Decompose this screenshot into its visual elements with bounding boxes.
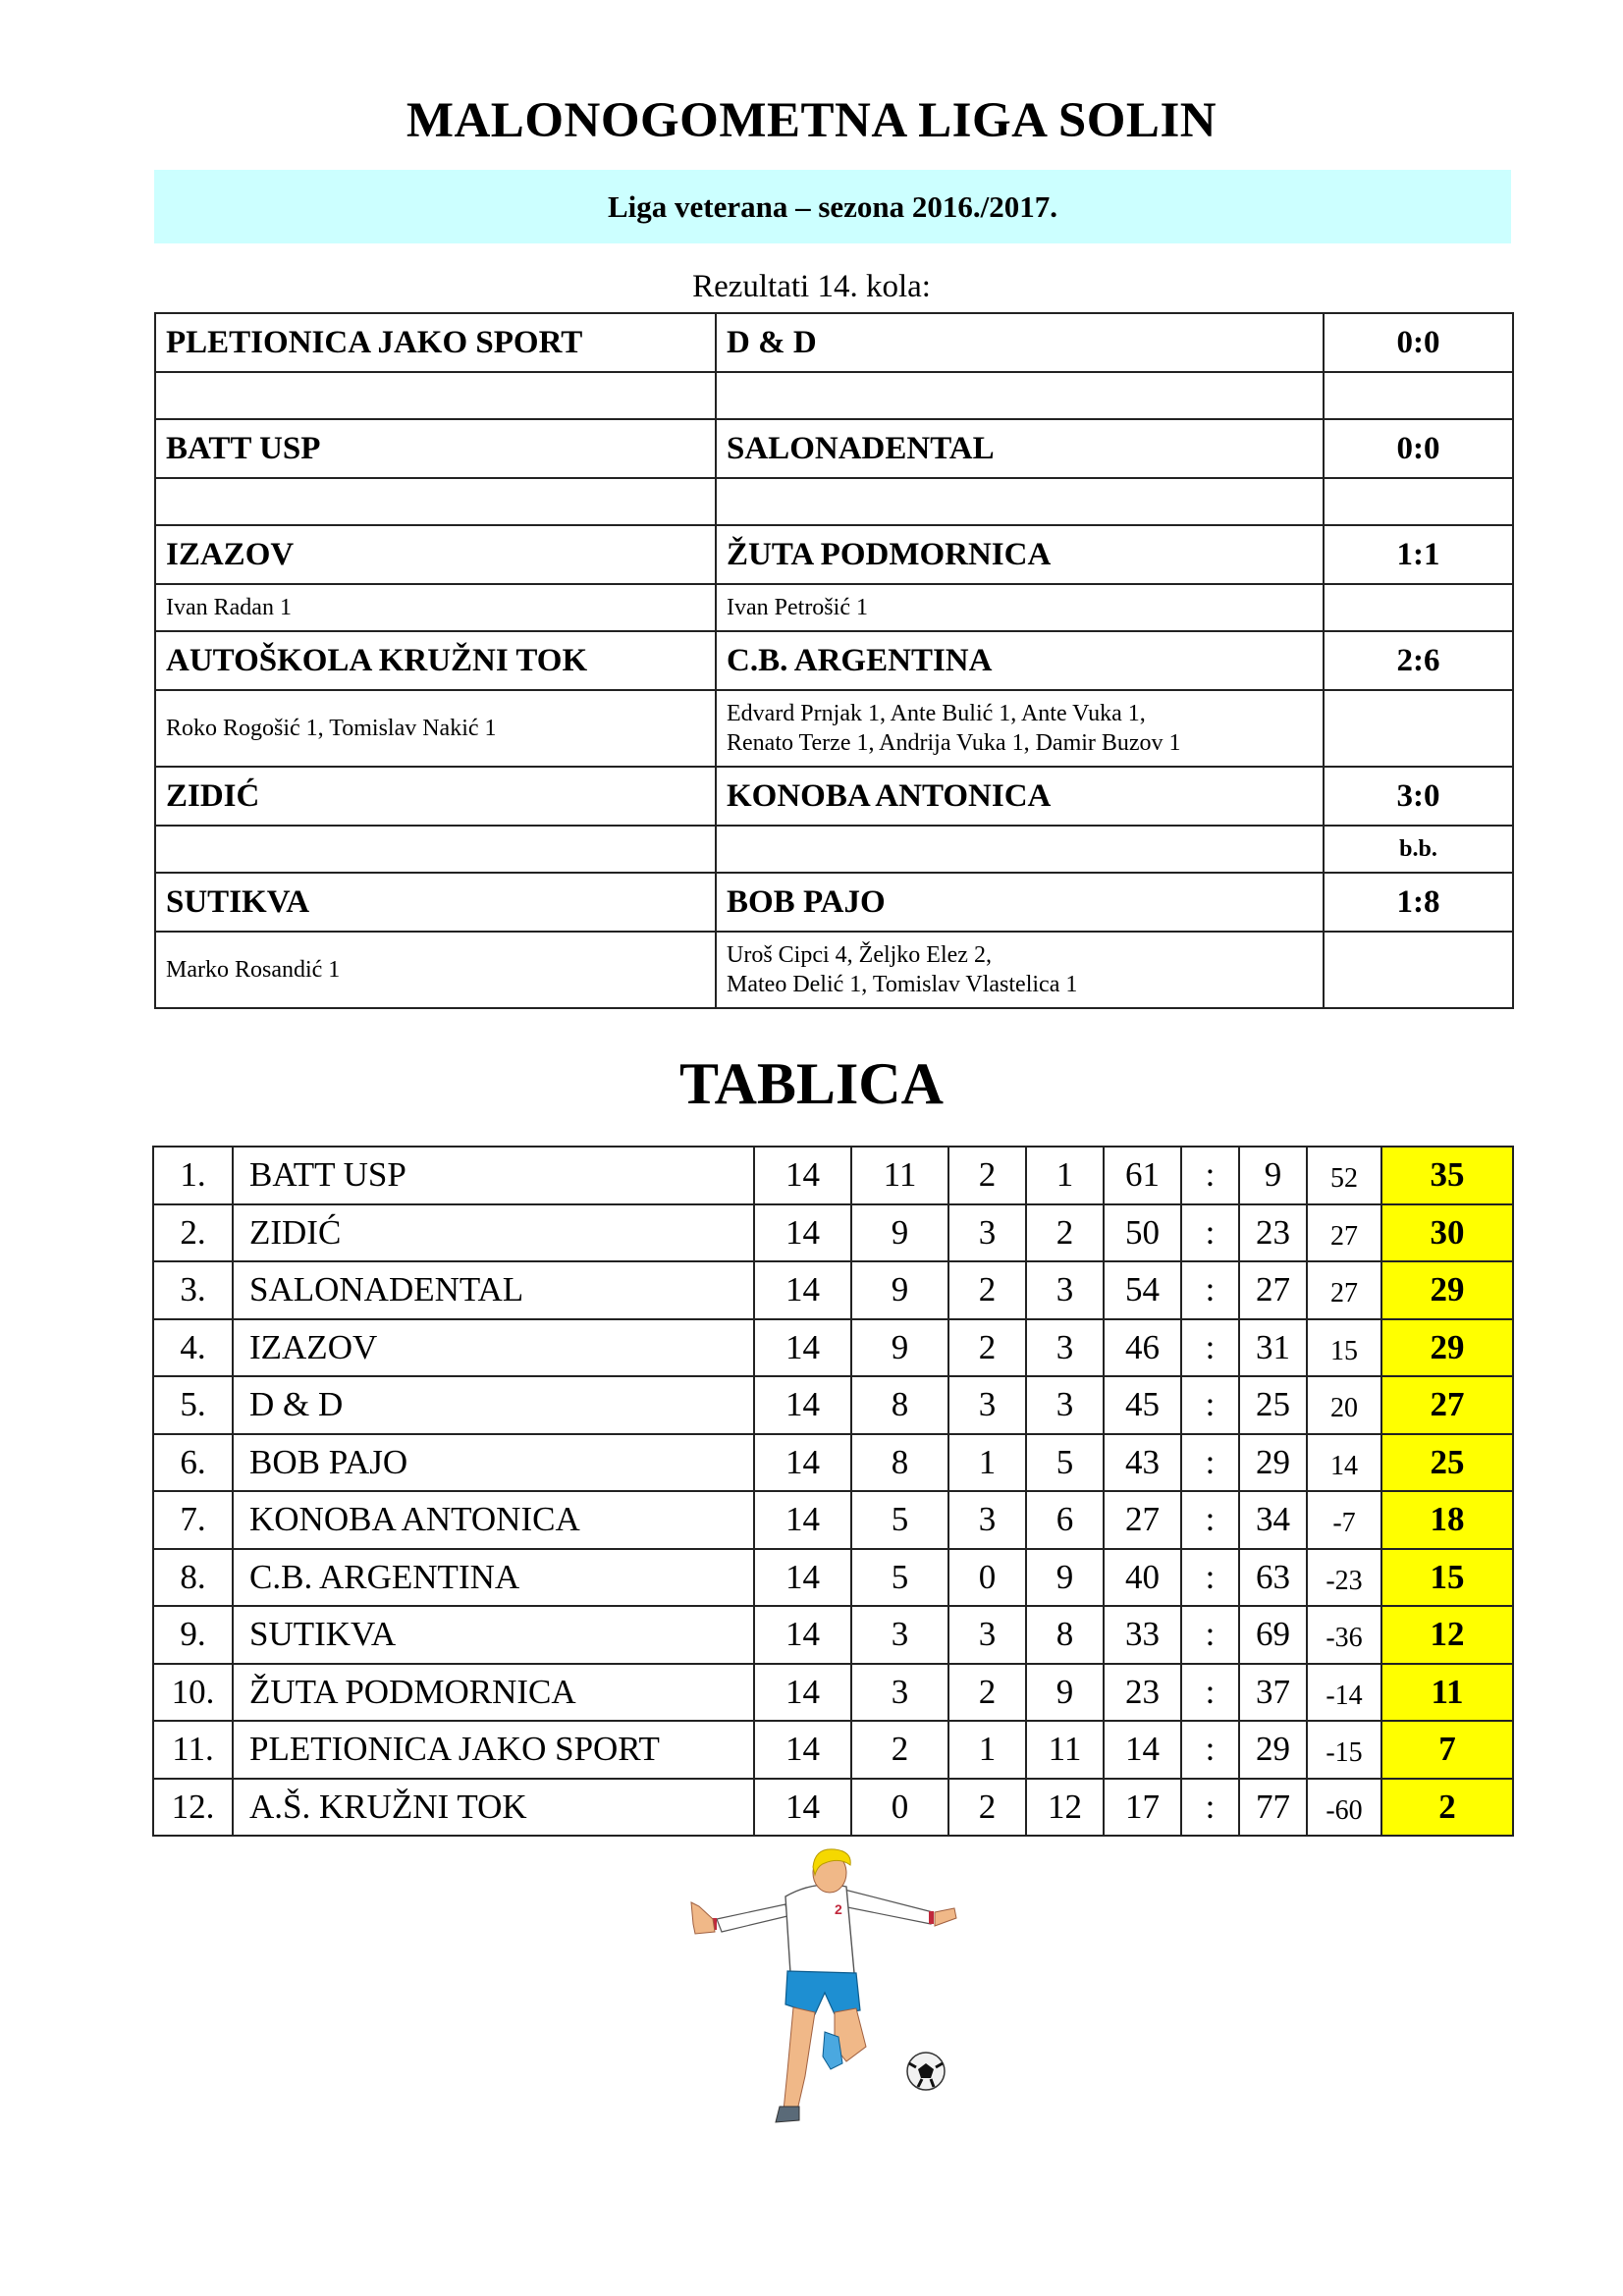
drawn-cell: 0 [948,1549,1026,1607]
lost-cell: 6 [1026,1491,1104,1549]
away-scorers [716,478,1324,525]
drawn-cell: 3 [948,1491,1026,1549]
standings-row [153,1664,1513,1722]
scorers-row [155,826,1513,873]
goal-difference-cell: -14 [1307,1664,1381,1722]
points-cell: 25 [1381,1434,1513,1492]
lost-cell: 1 [1026,1147,1104,1204]
goals-separator: : [1181,1606,1239,1664]
won-cell: 9 [851,1204,948,1262]
standings-row [153,1721,1513,1779]
standings-table [152,1146,1514,1837]
goals-separator: : [1181,1491,1239,1549]
match-score: 2:6 [1324,631,1513,690]
standings-row [153,1376,1513,1434]
page-title: MALONOGOMETNA LIGA SOLIN [406,93,1217,148]
drawn-cell: 2 [948,1319,1026,1377]
goals-for-cell: 46 [1104,1319,1181,1377]
points-cell: 35 [1381,1147,1513,1204]
goals-for-cell: 23 [1104,1664,1181,1722]
match-row [155,419,1513,478]
goals-against-cell: 37 [1239,1664,1307,1722]
position-cell: 4. [153,1319,233,1377]
match-note [1324,478,1513,525]
match-score: 0:0 [1324,313,1513,372]
home-scorers [155,478,716,525]
played-cell: 14 [754,1779,851,1837]
played-cell: 14 [754,1204,851,1262]
away-team: BOB PAJO [716,873,1324,932]
goals-for-cell: 43 [1104,1434,1181,1492]
position-cell: 12. [153,1779,233,1837]
won-cell: 9 [851,1319,948,1377]
match-note [1324,372,1513,419]
goal-difference-cell: 20 [1307,1376,1381,1434]
goals-against-cell: 69 [1239,1606,1307,1664]
standings-row [153,1261,1513,1319]
played-cell: 14 [754,1664,851,1722]
points-cell: 15 [1381,1549,1513,1607]
away-scorers [716,372,1324,419]
match-note [1324,932,1513,1008]
goals-separator: : [1181,1779,1239,1837]
goals-against-cell: 77 [1239,1779,1307,1837]
away-scorers-line: Renato Terze 1, Andrija Vuka 1, Damir Buzov 1 [727,730,1181,756]
lost-cell: 9 [1026,1549,1104,1607]
team-name-cell: KONOBA ANTONICA [233,1491,754,1549]
footballer-kicking-ball-icon [691,1849,956,2122]
lost-cell: 9 [1026,1664,1104,1722]
home-team: ZIDIĆ [155,767,716,826]
away-scorers [716,584,1324,631]
points-cell: 18 [1381,1491,1513,1549]
goals-separator: : [1181,1204,1239,1262]
season-banner [154,170,1511,243]
season-subtitle: Liga veterana – sezona 2016./2017. [607,188,1058,224]
match-note [1324,690,1513,767]
goals-against-cell: 63 [1239,1549,1307,1607]
goals-against-cell: 25 [1239,1376,1307,1434]
standings-row [153,1606,1513,1664]
goals-separator: : [1181,1664,1239,1722]
played-cell: 14 [754,1319,851,1377]
goals-for-cell: 17 [1104,1779,1181,1837]
position-cell: 5. [153,1376,233,1434]
points-cell: 27 [1381,1376,1513,1434]
goal-difference-cell: 52 [1307,1147,1381,1204]
home-team: SUTIKVA [155,873,716,932]
drawn-cell: 1 [948,1721,1026,1779]
standings-row [153,1491,1513,1549]
goals-against-cell: 29 [1239,1434,1307,1492]
team-name-cell: ZIDIĆ [233,1204,754,1262]
played-cell: 14 [754,1549,851,1607]
away-scorers [716,932,1324,1008]
goals-for-cell: 40 [1104,1549,1181,1607]
drawn-cell: 2 [948,1779,1026,1837]
away-scorers-line: Mateo Delić 1, Tomislav Vlastelica 1 [727,972,1078,997]
scorers-row [155,372,1513,419]
points-cell: 30 [1381,1204,1513,1262]
drawn-cell: 1 [948,1434,1026,1492]
goal-difference-cell: 27 [1307,1204,1381,1262]
won-cell: 9 [851,1261,948,1319]
scorers-row [155,478,1513,525]
position-cell: 3. [153,1261,233,1319]
position-cell: 1. [153,1147,233,1204]
lost-cell: 3 [1026,1261,1104,1319]
goals-for-cell: 50 [1104,1204,1181,1262]
goal-difference-cell: -36 [1307,1606,1381,1664]
won-cell: 3 [851,1664,948,1722]
goals-against-cell: 23 [1239,1204,1307,1262]
lost-cell: 11 [1026,1721,1104,1779]
played-cell: 14 [754,1376,851,1434]
points-cell: 29 [1381,1319,1513,1377]
goals-against-cell: 27 [1239,1261,1307,1319]
match-score: 3:0 [1324,767,1513,826]
goals-separator: : [1181,1147,1239,1204]
goals-separator: : [1181,1721,1239,1779]
match-score: 1:1 [1324,525,1513,584]
home-scorers: Marko Rosandić 1 [155,932,716,1008]
goal-difference-cell: 15 [1307,1319,1381,1377]
position-cell: 9. [153,1606,233,1664]
team-name-cell: PLETIONICA JAKO SPORT [233,1721,754,1779]
team-name-cell: BOB PAJO [233,1434,754,1492]
lost-cell: 8 [1026,1606,1104,1664]
standings-row [153,1319,1513,1377]
goal-difference-cell: -60 [1307,1779,1381,1837]
home-scorers [155,826,716,873]
drawn-cell: 2 [948,1664,1026,1722]
team-name-cell: SUTIKVA [233,1606,754,1664]
points-cell: 29 [1381,1261,1513,1319]
position-cell: 10. [153,1664,233,1722]
away-scorers [716,826,1324,873]
match-row [155,631,1513,690]
points-cell: 11 [1381,1664,1513,1722]
match-score: 0:0 [1324,419,1513,478]
goals-for-cell: 54 [1104,1261,1181,1319]
home-scorers [155,372,716,419]
team-name-cell: D & D [233,1376,754,1434]
match-score: 1:8 [1324,873,1513,932]
goals-for-cell: 61 [1104,1147,1181,1204]
home-scorers: Roko Rogošić 1, Tomislav Nakić 1 [155,690,716,767]
played-cell: 14 [754,1261,851,1319]
lost-cell: 3 [1026,1376,1104,1434]
away-team: ŽUTA PODMORNICA [716,525,1324,584]
goals-for-cell: 27 [1104,1491,1181,1549]
away-scorers-line: Uroš Cipci 4, Željko Elez 2, [727,942,992,968]
match-note: b.b. [1324,826,1513,873]
won-cell: 11 [851,1147,948,1204]
goals-separator: : [1181,1261,1239,1319]
lost-cell: 2 [1026,1204,1104,1262]
goals-separator: : [1181,1434,1239,1492]
drawn-cell: 2 [948,1147,1026,1204]
scorers-row [155,584,1513,631]
away-scorers [716,690,1324,767]
round-label: Rezultati 14. kola: [692,269,931,304]
team-name-cell: ŽUTA PODMORNICA [233,1664,754,1722]
scorers-row [155,690,1513,767]
played-cell: 14 [754,1721,851,1779]
points-cell: 2 [1381,1779,1513,1837]
goals-against-cell: 34 [1239,1491,1307,1549]
lost-cell: 5 [1026,1434,1104,1492]
standings-row [153,1549,1513,1607]
home-team: IZAZOV [155,525,716,584]
position-cell: 8. [153,1549,233,1607]
drawn-cell: 2 [948,1261,1026,1319]
drawn-cell: 3 [948,1376,1026,1434]
team-name-cell: SALONADENTAL [233,1261,754,1319]
shirt-number: 2 [835,1901,842,1917]
away-team: KONOBA ANTONICA [716,767,1324,826]
position-cell: 6. [153,1434,233,1492]
team-name-cell: IZAZOV [233,1319,754,1377]
goals-for-cell: 14 [1104,1721,1181,1779]
drawn-cell: 3 [948,1204,1026,1262]
goals-separator: : [1181,1376,1239,1434]
team-name-cell: C.B. ARGENTINA [233,1549,754,1607]
goal-difference-cell: 14 [1307,1434,1381,1492]
results-table [154,312,1514,1009]
standings-row [153,1147,1513,1204]
goals-against-cell: 31 [1239,1319,1307,1377]
won-cell: 3 [851,1606,948,1664]
match-row [155,525,1513,584]
won-cell: 2 [851,1721,948,1779]
home-team: BATT USP [155,419,716,478]
goal-difference-cell: 27 [1307,1261,1381,1319]
away-team: SALONADENTAL [716,419,1324,478]
played-cell: 14 [754,1147,851,1204]
match-row [155,313,1513,372]
won-cell: 5 [851,1549,948,1607]
played-cell: 14 [754,1434,851,1492]
points-cell: 7 [1381,1721,1513,1779]
standings-row [153,1434,1513,1492]
won-cell: 8 [851,1376,948,1434]
scorers-row [155,932,1513,1008]
position-cell: 7. [153,1491,233,1549]
away-team: C.B. ARGENTINA [716,631,1324,690]
goals-separator: : [1181,1319,1239,1377]
played-cell: 14 [754,1491,851,1549]
won-cell: 8 [851,1434,948,1492]
goal-difference-cell: -15 [1307,1721,1381,1779]
match-note [1324,584,1513,631]
away-scorers-line: Ivan Petrošić 1 [727,595,868,620]
standings-row [153,1204,1513,1262]
standings-heading: TABLICA [679,1051,944,1116]
footballer-illustration [677,1836,972,2130]
goals-for-cell: 45 [1104,1376,1181,1434]
played-cell: 14 [754,1606,851,1664]
match-row [155,873,1513,932]
home-team: AUTOŠKOLA KRUŽNI TOK [155,631,716,690]
won-cell: 5 [851,1491,948,1549]
won-cell: 0 [851,1779,948,1837]
position-cell: 11. [153,1721,233,1779]
goals-for-cell: 33 [1104,1606,1181,1664]
points-cell: 12 [1381,1606,1513,1664]
home-team: PLETIONICA JAKO SPORT [155,313,716,372]
goals-against-cell: 9 [1239,1147,1307,1204]
goals-separator: : [1181,1549,1239,1607]
lost-cell: 12 [1026,1779,1104,1837]
goal-difference-cell: -23 [1307,1549,1381,1607]
position-cell: 2. [153,1204,233,1262]
lost-cell: 3 [1026,1319,1104,1377]
goal-difference-cell: -7 [1307,1491,1381,1549]
match-row [155,767,1513,826]
drawn-cell: 3 [948,1606,1026,1664]
home-scorers: Ivan Radan 1 [155,584,716,631]
team-name-cell: A.Š. KRUŽNI TOK [233,1779,754,1837]
standings-row [153,1779,1513,1837]
team-name-cell: BATT USP [233,1147,754,1204]
away-scorers-line: Edvard Prnjak 1, Ante Bulić 1, Ante Vuka 1, [727,701,1146,726]
goals-against-cell: 29 [1239,1721,1307,1779]
away-team: D & D [716,313,1324,372]
